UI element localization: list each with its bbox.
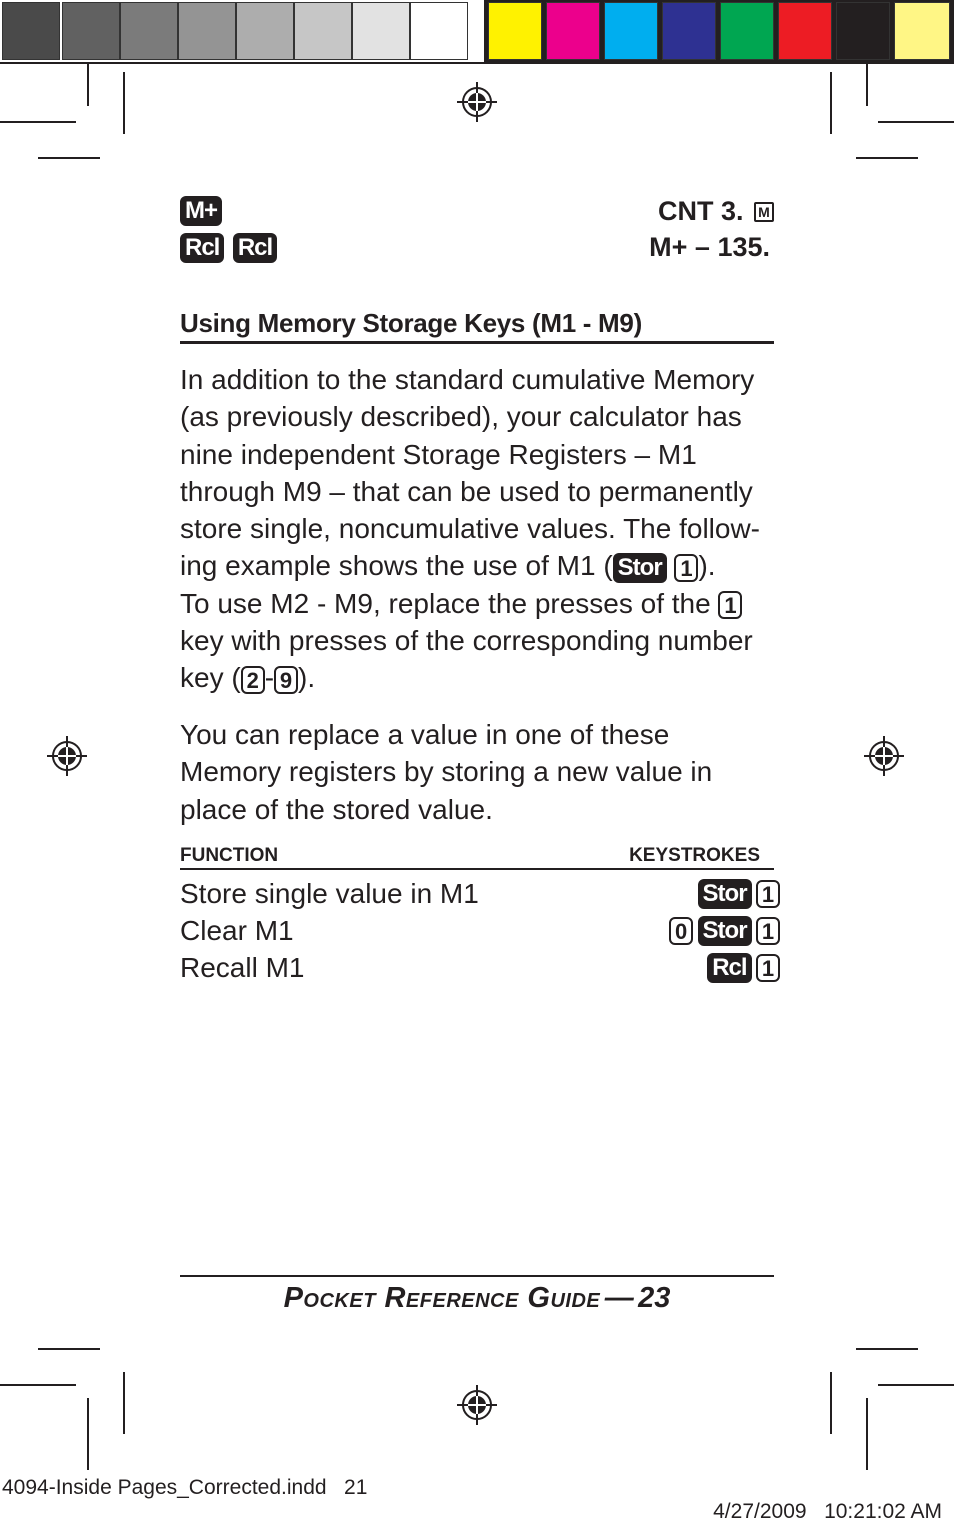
text-line: store single, noncumulative values. The follow- (180, 513, 761, 545)
text-line: place of the stored value. (180, 793, 493, 825)
one-key-icon: 1 (674, 554, 698, 582)
paragraph-2 (180, 716, 780, 828)
stor-key-icon: Stor (698, 916, 752, 946)
registration-mark-icon (864, 736, 904, 776)
crop-mark (830, 1372, 832, 1434)
registration-mark-icon (47, 736, 87, 776)
cyan-swatch (604, 2, 658, 60)
function-cell: Store single value in M1 (180, 878, 479, 909)
text-line (180, 547, 780, 584)
column-header-keystrokes: KEYSTROKES (629, 845, 760, 866)
crop-mark (123, 72, 125, 134)
magenta-swatch (546, 2, 600, 60)
text-line: Memory registers by storing a new value in (180, 756, 713, 788)
one-key-icon: 1 (756, 880, 780, 908)
section-heading (180, 306, 774, 344)
black-swatch (836, 2, 890, 60)
function-cell: Clear M1 (180, 915, 294, 946)
gray-swatch (62, 2, 120, 60)
heading-text: Using Memory Storage Keys (M1 - M9) (180, 308, 642, 338)
crop-mark (87, 64, 89, 106)
text-line: nine independent Storage Registers – M1 (180, 438, 697, 470)
gray-swatch (294, 2, 352, 60)
two-key-icon: 2 (241, 666, 265, 694)
keystroke-table (180, 845, 780, 990)
gray-swatch (352, 2, 410, 60)
page-footer (180, 1282, 774, 1315)
registration-mark-icon (457, 82, 497, 122)
text-fragment: ing example shows the use of M1 ( (180, 550, 613, 582)
one-key-icon: 1 (718, 591, 742, 619)
m-plus-key-icon: M+ (180, 196, 222, 226)
table-row (180, 953, 780, 990)
table-row (180, 916, 780, 953)
gray-swatch (2, 2, 60, 60)
slug-file: 4094-Inside Pages_Corrected.indd 21 (2, 1476, 368, 1499)
crop-mark (38, 157, 100, 159)
example-row (180, 233, 277, 263)
table-header (180, 845, 774, 869)
footer-rule (180, 1275, 774, 1277)
crop-mark (0, 121, 76, 123)
crop-mark (856, 1348, 918, 1350)
text-fragment: ). (298, 662, 316, 694)
example-row (180, 196, 222, 226)
keystroke-cell (698, 879, 780, 909)
one-key-icon: 1 (756, 954, 780, 982)
crop-mark (38, 1348, 100, 1350)
crop-mark (0, 1384, 76, 1386)
text-line: You can replace a value in one of these (180, 719, 670, 750)
slug-time: 10:21:02 AM (824, 1500, 942, 1523)
text-line: through M9 – that can be used to permanently (180, 475, 753, 507)
text-fragment: key ( (180, 662, 241, 694)
gray-swatch (410, 2, 468, 60)
display-readout (649, 232, 770, 263)
text-line: In addition to the standard cumulative Memory (180, 364, 755, 395)
yellow-swatch (488, 2, 542, 60)
crop-mark (878, 121, 954, 123)
column-header-function: FUNCTION (180, 845, 279, 866)
heading-rule (180, 341, 774, 344)
header-rule (180, 868, 774, 870)
crop-mark (878, 1384, 954, 1386)
rcl-key-icon: Rcl (707, 953, 751, 983)
slug-date: 4/27/2009 (713, 1500, 807, 1523)
nine-key-icon: 9 (274, 666, 298, 694)
bar-baseline (0, 62, 954, 64)
rcl-key-icon: Rcl (180, 233, 224, 263)
text-fragment: - (264, 662, 275, 694)
light-yellow-swatch (894, 2, 950, 60)
crop-mark (866, 64, 868, 106)
blue-swatch (662, 2, 716, 60)
paragraph-1 (180, 361, 780, 697)
text-line: (as previously described), your calculator has (180, 401, 742, 433)
keystroke-cell (669, 916, 780, 946)
text-fragment: To use M2 - M9, replace the presses of the (180, 587, 711, 619)
text-fragment: ). (698, 550, 716, 582)
zero-key-icon: 0 (669, 917, 693, 945)
crop-mark (866, 1398, 868, 1470)
green-swatch (720, 2, 774, 60)
red-swatch (778, 2, 832, 60)
stor-key-icon: Stor (613, 553, 667, 583)
text-line (180, 585, 780, 622)
calc-example (180, 196, 774, 268)
gray-swatch (120, 2, 178, 60)
crop-mark (856, 157, 918, 159)
memory-indicator-icon: M (754, 202, 774, 222)
page-number: 23 (638, 1282, 671, 1314)
display-value: M+ – 135. (649, 232, 770, 262)
crop-mark (830, 72, 832, 134)
text-line: key with presses of the corresponding number (180, 625, 753, 657)
slug-timestamp (701, 1476, 942, 1524)
registration-mark-icon (457, 1385, 497, 1425)
function-cell: Recall M1 (180, 952, 305, 983)
table-row (180, 879, 780, 916)
text-line (180, 659, 780, 696)
crop-mark (87, 1398, 89, 1470)
gray-swatch (178, 2, 236, 60)
crop-mark (123, 1372, 125, 1434)
keystroke-cell (707, 953, 780, 983)
display-value: CNT 3. (658, 196, 744, 226)
stor-key-icon: Stor (698, 879, 752, 909)
rcl-key-icon: Rcl (233, 233, 277, 263)
footer-dash: — (604, 1282, 634, 1314)
one-key-icon: 1 (756, 917, 780, 945)
guide-title: Pocket Reference Guide (283, 1282, 601, 1314)
gray-swatch (236, 2, 294, 60)
display-readout (658, 196, 774, 227)
